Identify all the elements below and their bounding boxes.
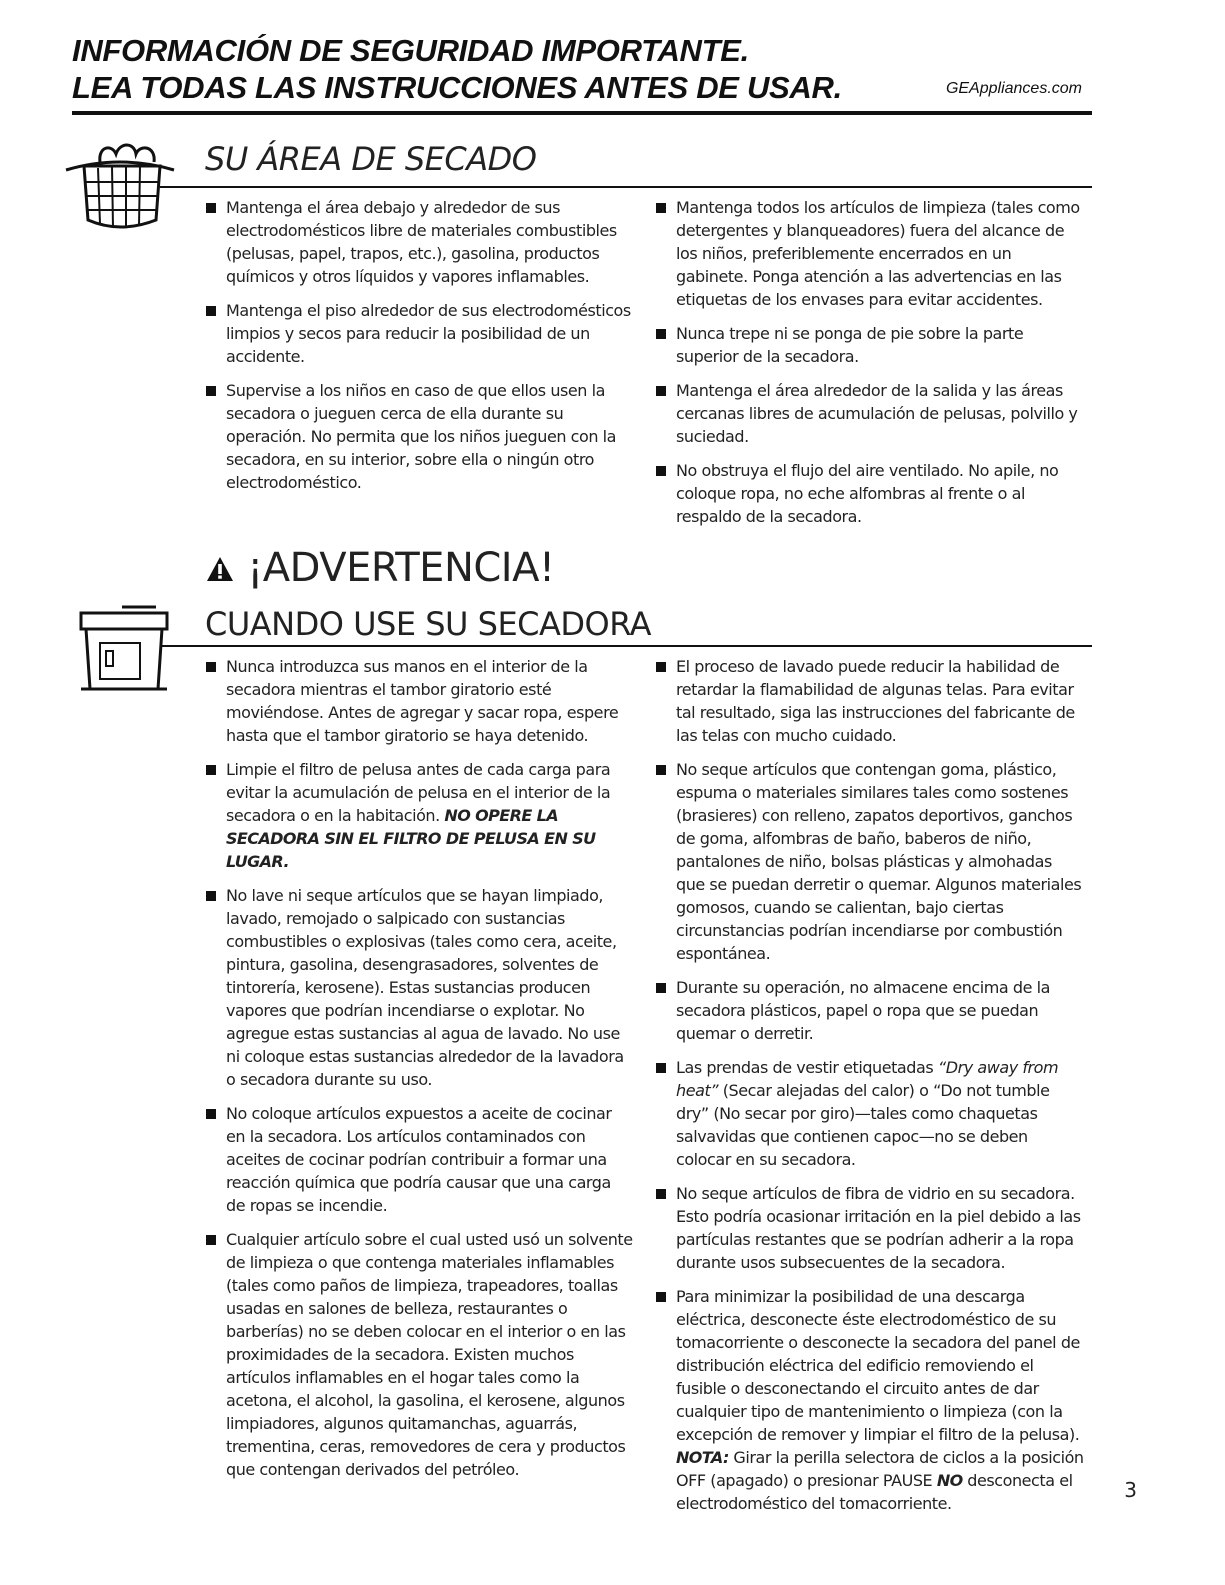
list-item: Cualquier artículo sobre el cual usted usó un solvente de limpieza o que contenga materiales inflamables (tales como paños de limpieza, trapeadores, toallas usadas en salones de belleza, restaurantes o barberías) no se deben colocar en el interior o en las proximidades de la secadora. Existen muchos artículos inflamables en el hogar tales como la acetona, el alcohol, la gasolina, el kerosene, algunos limpiadores, algunos quitamanchas, aguarrás, trementina, ceras, removedores de cera y productos que contengan derivados del petróleo.: [204, 1228, 634, 1481]
list-item: Mantenga todos los artículos de limpieza (tales como detergentes y blanqueadores) fuera del alcance de los niños, preferiblemente encerrados en un gabinete. Ponga atención a las advertencias en las etiquetas de los envases para evitar accidentes.: [654, 196, 1084, 311]
drying-area-left-column: [204, 196, 634, 505]
website-link[interactable]: GEAppliances.com: [945, 80, 1082, 97]
lint-filter-warning: NO OPERE LA SECADORA SIN EL FILTRO DE PELUSA EN SU LUGAR.: [226, 806, 596, 871]
list-item: El proceso de lavado puede reducir la habilidad de retardar la flamabilidad de algunas telas. Para evitar tal resultado, siga las instrucciones del fabricante de las telas con mucho cuidado.: [654, 655, 1084, 747]
section-title-using-dryer: CUANDO USE SU SECADORA: [205, 605, 652, 643]
drying-area-right-column: [654, 196, 1084, 539]
list-item: Supervise a los niños en caso de que ellos usen la secadora o jueguen cerca de ella durante su operación. No permita que los niños jueguen con la secadora, en su interior, sobre ella o ningún otro electrodoméstico.: [204, 379, 634, 494]
list-item-text: desconecta el electrodoméstico del tomacorriente.: [676, 1471, 1073, 1513]
header-line-1: INFORMACIÓN DE SEGURIDAD IMPORTANTE.: [72, 33, 749, 68]
list-item: No seque artículos de fibra de vidrio en su secadora. Esto podría ocasionar irritación en la piel debido a las partículas restantes que se podrían adherir a la ropa durante usos subsecuentes de la secadora.: [654, 1182, 1084, 1274]
warning-heading: [205, 545, 555, 591]
page-header: [72, 32, 1092, 106]
list-item-text: (Secar alejadas del calor) o “Do not tumble dry” (No secar por giro)—tales como chaquetas salvavidas que contienen capoc—no se deben colocar en su secadora.: [676, 1081, 1050, 1169]
no-emphasis: NO: [936, 1471, 963, 1490]
list-item: No obstruya el flujo del aire ventilado. No apile, no coloque ropa, no eche alfombras al frente o al respaldo de la secadora.: [654, 459, 1084, 528]
list-item-text: Girar la perilla selectora de ciclos a la posición OFF (apagado) o presionar PAUSE: [676, 1448, 1084, 1490]
list-item: [204, 758, 634, 873]
list-item-text: Para minimizar la posibilidad de una descarga eléctrica, desconecte éste electrodoméstico de su tomacorriente o desconecte la secadora del panel de distribución eléctrica del edificio removiendo el fusible o desconectando el circuito antes de dar cualquier tipo de mantenimiento o limpieza (con la excepción de remover y limpiar el filtro de la pelusa).: [676, 1287, 1080, 1444]
care-label-quote: “Dry away from heat”: [676, 1058, 1059, 1100]
section-title-drying-area: SU ÁREA DE SECADO: [205, 140, 537, 178]
dryer-icon: [78, 605, 170, 695]
list-item: Mantenga el área alrededor de la salida y las áreas cercanas libres de acumulación de pelusas, polvillo y suciedad.: [654, 379, 1084, 448]
list-item-text: Limpie el filtro de pelusa antes de cada carga para evitar la acumulación de pelusa en el interior de la secadora o en la habitación.: [226, 760, 611, 825]
list-item: [654, 1285, 1084, 1515]
section-rule: [160, 186, 1092, 188]
list-item: Durante su operación, no almacene encima de la secadora plásticos, papel o ropa que se puedan quemar o derretir.: [654, 976, 1084, 1045]
warning-title: ¡ADVERTENCIA!: [247, 545, 555, 591]
using-dryer-left-column: [204, 655, 634, 1492]
list-item: [654, 1056, 1084, 1171]
list-item: Mantenga el área debajo y alrededor de sus electrodomésticos libre de materiales combustibles (pelusas, papel, trapos, etc.), gasolina, productos químicos y otros líquidos y vapores inflamables.: [204, 196, 634, 288]
list-item: Nunca introduzca sus manos en el interior de la secadora mientras el tambor giratorio esté moviéndose. Antes de agregar y sacar ropa, espere hasta que el tambor giratorio se haya detenido.: [204, 655, 634, 747]
list-item: No lave ni seque artículos que se hayan limpiado, lavado, remojado o salpicado con sustancias combustibles o explosivas (tales como cera, aceite, pintura, gasolina, desengrasadores, solventes de tintorería, kerosene). Estas sustancias producen vapores que podrían incendiarse o explotar. No agregue estas sustancias al agua de lavado. No use ni coloque estas sustancias alrededor de la lavadora o secadora durante su uso.: [204, 884, 634, 1091]
header-line-2: LEA TODAS LAS INSTRUCCIONES ANTES DE USAR.: [72, 70, 842, 105]
using-dryer-right-column: [654, 655, 1084, 1526]
page-number: 3: [1124, 1478, 1137, 1502]
list-item: No coloque artículos expuestos a aceite de cocinar en la secadora. Los artículos contaminados con aceites de cocinar podrían contribuir a formar una reacción química que podría causar que una carga de ropas se incendie.: [204, 1102, 634, 1217]
header-rule: [72, 111, 1092, 115]
list-item: Mantenga el piso alrededor de sus electrodomésticos limpios y secos para reducir la posibilidad de un accidente.: [204, 299, 634, 368]
list-item: Nunca trepe ni se ponga de pie sobre la parte superior de la secadora.: [654, 322, 1084, 368]
list-item: No seque artículos que contengan goma, plástico, espuma o materiales similares tales como sostenes (brasieres) con relleno, zapatos deportivos, ganchos de goma, alfombras de baño, baberos de niño, pantalones de niño, bolsas plásticas y almohadas que se puedan derretir o quemar. Algunos materiales gomosos, cuando se calientan, bajo ciertas circunstancias podrían incendiarse por combustión espontánea.: [654, 758, 1084, 965]
warning-triangle-icon: [205, 555, 235, 583]
list-item-text: Las prendas de vestir etiquetadas: [676, 1058, 938, 1077]
note-label: NOTA:: [676, 1448, 729, 1467]
section-rule: [160, 645, 1092, 647]
